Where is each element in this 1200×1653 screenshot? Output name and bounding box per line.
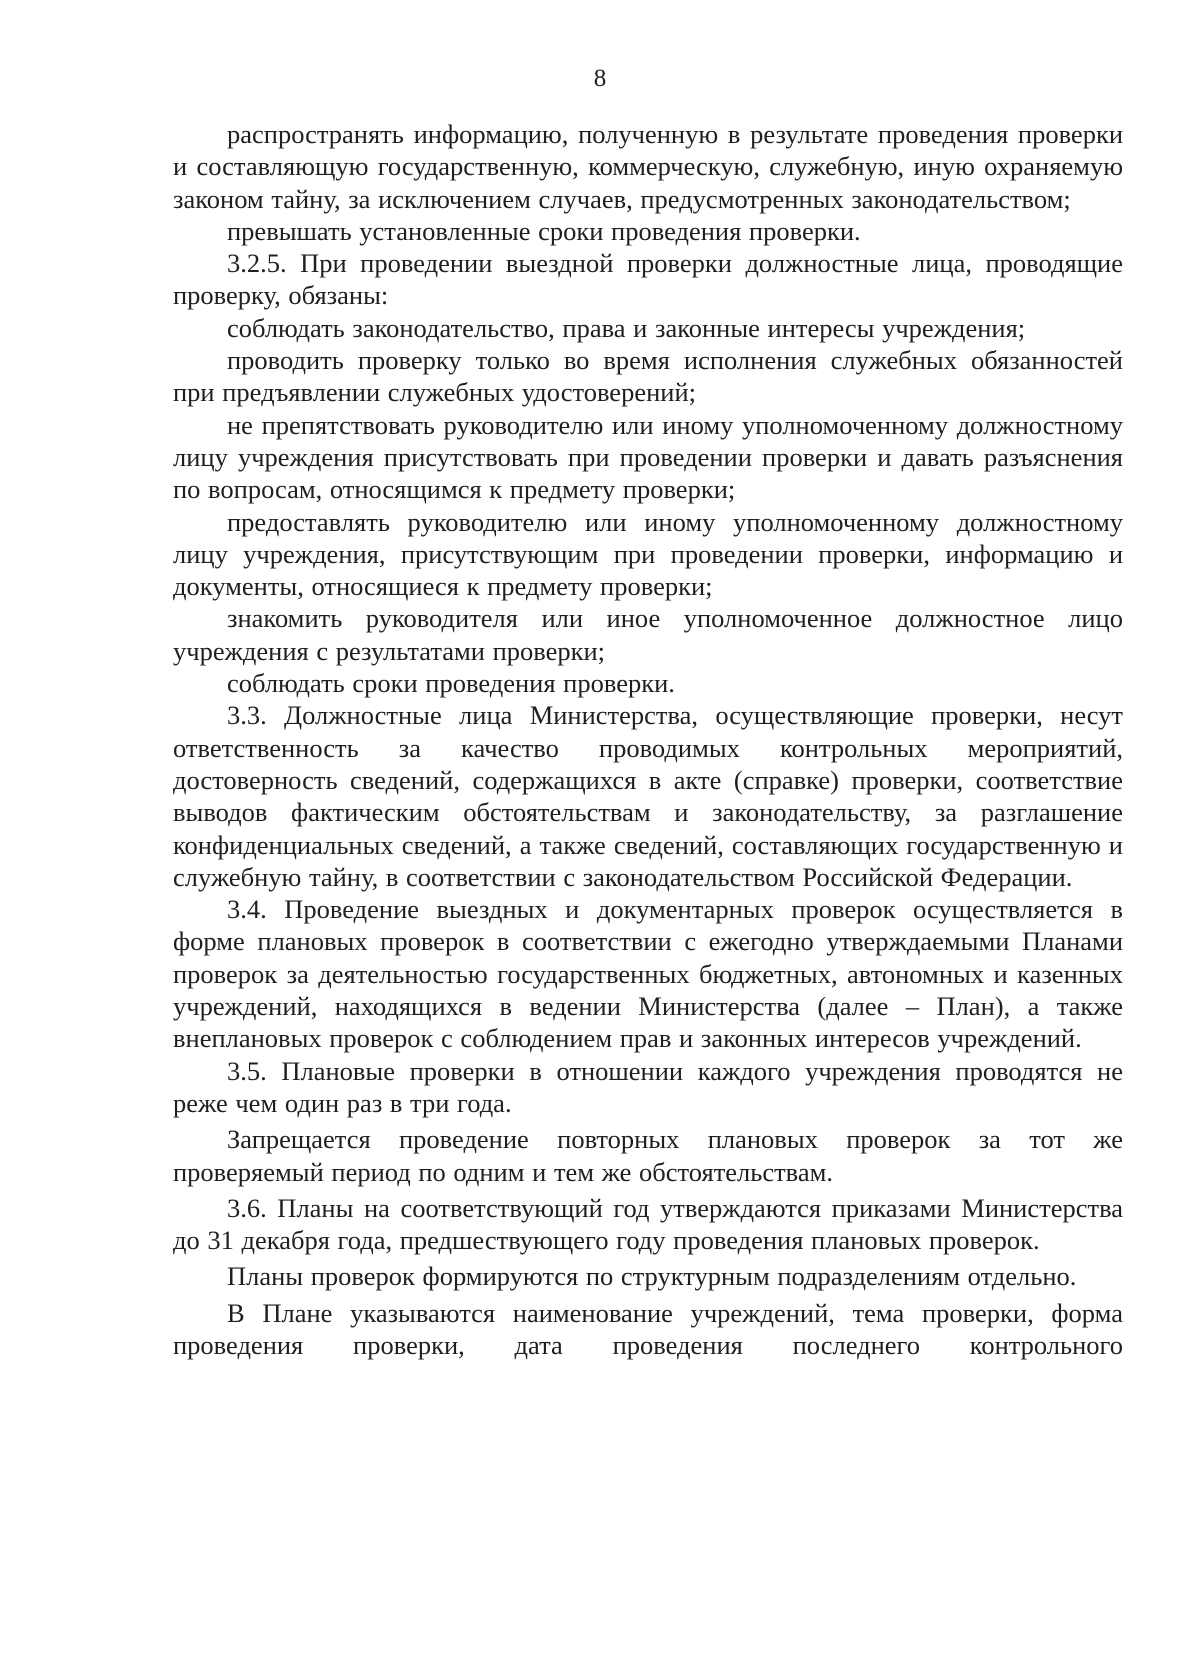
paragraph-11: 3.4. Проведение выездных и документарных проверок осуществляется в форме плановых проверок в соответствии с ежегодно утверждаемыми Планами проверок за деятельностью государственных бюджетных, автономных и казенных учреждений, находящихся в ведении Министерства (далее – План), а также внеплановых проверок с соблюдением прав и законных интересов учреждений. (173, 894, 1123, 1054)
paragraph-3: 3.2.5. При проведении выездной проверки должностные лица, проводящие проверку, обязаны: (173, 248, 1123, 311)
paragraph-7: предоставлять руководителю или иному уполномоченному должностному лицу учреждения, присутствующим при проведении проверки, информацию и документы, относящиеся к предмету проверки; (173, 506, 1123, 602)
paragraph-6: не препятствовать руководителю или иному уполномоченному должностному лицу учреждения присутствовать при проведении проверки и давать разъяснения по вопросам, относящимся к предмету проверки; (173, 409, 1123, 505)
document-body (173, 118, 1123, 1361)
paragraph-12: 3.5. Плановые проверки в отношении каждого учреждения проводятся не реже чем один раз в три года. (173, 1055, 1123, 1118)
page-number: 8 (593, 65, 607, 92)
paragraph-14: 3.6. Планы на соответствующий год утверждаются приказами Министерства до 31 декабря года, предшествующего году проведения плановых проверок. (173, 1192, 1123, 1256)
paragraph-15: Планы проверок формируются по структурным подразделениям отдельно. (227, 1261, 1077, 1292)
paragraph-10: 3.3. Должностные лица Министерства, осуществляющие проверки, несут ответственность за качество проводимых контрольных мероприятий, достоверность сведений, содержащихся в акте (справке) проверки, соответствие выводов фактическим обстоятельствам и законодательству, за разглашение конфиденциальных сведений, а также сведений, составляющих государственную и служебную тайну, в соответствии с законодательством Российской Федерации. (173, 700, 1123, 892)
paragraph-16: В Плане указываются наименование учреждений, тема проверки, форма проведения проверки, дата проведения последнего контрольного (173, 1297, 1123, 1360)
paragraph-4: соблюдать законодательство, права и законные интересы учреждения; (227, 312, 1026, 343)
paragraph-13: Запрещается проведение повторных плановых проверок за тот же проверяемый период по одним и тем же обстоятельствам. (173, 1124, 1123, 1187)
paragraph-1: распространять информацию, полученную в результате проведения проверки и составляющую государственную, коммерческую, служебную, иную охраняемую законом тайну, за исключением случаев, предусмотренных законодательством; (173, 119, 1123, 214)
paragraph-5: проводить проверку только во время исполнения служебных обязанностей при предъявлении служебных удостоверений; (173, 345, 1123, 408)
paragraph-2: превышать установленные сроки проведения проверки. (227, 215, 861, 246)
paragraph-8: знакомить руководителя или иное уполномоченное должностное лицо учреждения с результатами проверки; (173, 603, 1123, 666)
paragraph-9: соблюдать сроки проведения проверки. (227, 668, 675, 699)
